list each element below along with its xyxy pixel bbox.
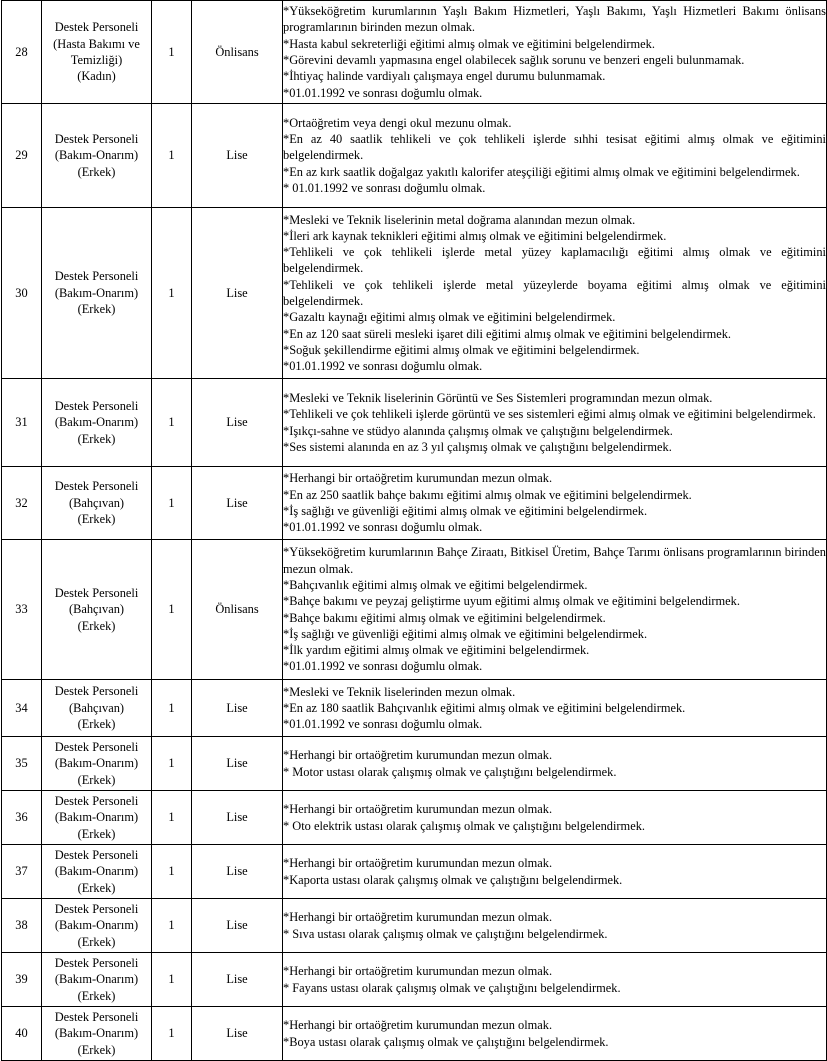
requirements-cell	[283, 1, 827, 104]
position-line: (Bakım-Onarım)	[54, 285, 139, 300]
row-number: 39	[2, 953, 42, 1007]
position-line: (Kadın)	[77, 69, 116, 84]
requirement-item: *Herhangi bir ortaöğretim kurumundan mezun olmak.	[283, 1018, 553, 1033]
requirement-item: *Tehlikeli ve çok tehlikeli işlerde metal yüzey kaplamacılığı eğitimi almış olmak ve eğitimini belgelendirmek.	[283, 245, 826, 276]
requirements-cell	[283, 680, 827, 737]
requirements-cell	[283, 791, 827, 845]
position-line: (Erkek)	[77, 512, 116, 527]
position-line: (Erkek)	[77, 934, 116, 949]
count-cell: 1	[152, 208, 192, 379]
position-line: Destek Personeli	[54, 793, 139, 808]
requirement-item: *Herhangi bir ortaöğretim kurumundan mezun olmak.	[283, 802, 553, 817]
requirement-item: *Bahçe bakımı eğitimi almış olmak ve eğitimini belgelendirmek.	[283, 610, 606, 625]
row-number: 31	[2, 379, 42, 467]
requirement-item: *Herhangi bir ortaöğretim kurumundan mezun olmak.	[283, 856, 553, 871]
requirement-item: *İhtiyaç halinde vardiyalı çalışmaya engel durumu bulunmamak.	[283, 69, 606, 84]
education-cell: Lise	[192, 845, 283, 899]
position-line: (Erkek)	[77, 717, 116, 732]
requirements-cell	[283, 953, 827, 1007]
table-row	[2, 467, 827, 540]
requirement-item: *En az 250 saatlik bahçe bakımı eğitimi almış olmak ve eğitimini belgelendirmek.	[283, 487, 692, 502]
position-line: (Bakım-Onarım)	[54, 415, 139, 430]
position-cell	[42, 467, 152, 540]
position-line: Destek Personeli	[54, 847, 139, 862]
requirement-item: *01.01.1992 ve sonrası doğumlu olmak.	[283, 359, 483, 374]
requirements-cell	[283, 467, 827, 540]
position-line: (Bakım-Onarım)	[54, 1026, 139, 1041]
education-cell: Önlisans	[192, 1, 283, 104]
requirement-item: * Oto elektrik ustası olarak çalışmış olmak ve çalıştığını belgelendirmek.	[283, 818, 645, 833]
education-cell: Lise	[192, 467, 283, 540]
row-number: 34	[2, 680, 42, 737]
requirements-cell	[283, 899, 827, 953]
education-cell: Lise	[192, 791, 283, 845]
row-number: 38	[2, 899, 42, 953]
requirement-item: *İş sağlığı ve güvenliği eğitimi almış olmak ve eğitimini belgelendirmek.	[283, 626, 648, 641]
requirement-item: *Yükseköğretim kurumlarının Yaşlı Bakım Hizmetleri, Yaşlı Bakımı, Yaşlı Hizmetleri Bakımı önlisans programlarının birinden mezun olmak.	[283, 4, 826, 35]
requirement-item: *Görevini devamlı yapmasına engel olabilecek sağlık sorunu ve benzeri engeli bulunmamak.	[283, 53, 745, 67]
position-cell	[42, 899, 152, 953]
count-cell: 1	[152, 953, 192, 1007]
table-row	[2, 845, 827, 899]
table-body	[2, 1, 827, 1061]
education-cell: Lise	[192, 737, 283, 791]
requirement-item: *Tehlikeli ve çok tehlikeli işlerde görüntü ve ses sistemleri eğimi almış olmak ve eğitimini belgelendirmek.	[283, 407, 816, 422]
position-line: (Bahçıvan)	[68, 602, 125, 617]
position-cell	[42, 540, 152, 680]
count-cell: 1	[152, 680, 192, 737]
requirement-item: * Fayans ustası olarak çalışmış olmak ve çalıştığını belgelendirmek.	[283, 980, 621, 995]
count-cell: 1	[152, 104, 192, 208]
position-line: (Bakım-Onarım)	[54, 864, 139, 879]
position-line: Destek Personeli	[54, 479, 139, 494]
requirement-item: *Ortaöğretim veya dengi okul mezunu olmak.	[283, 115, 512, 130]
position-line: Destek Personeli	[54, 20, 139, 35]
requirement-item: * Sıva ustası olarak çalışmış olmak ve çalıştığını belgelendirmek.	[283, 926, 608, 941]
requirements-cell	[283, 845, 827, 899]
requirement-item: *Bahçe bakımı ve peyzaj geliştirme uyum eğitimi almış olmak ve eğitimini belgelendirmek.	[283, 594, 740, 609]
position-line: (Erkek)	[77, 1042, 116, 1057]
requirements-cell	[283, 1007, 827, 1061]
position-line: Destek Personeli	[54, 1009, 139, 1024]
position-line: (Erkek)	[77, 880, 116, 895]
education-cell: Lise	[192, 208, 283, 379]
position-line: Destek Personeli	[54, 739, 139, 754]
requirement-item: * 01.01.1992 ve sonrası doğumlu olmak.	[283, 180, 486, 195]
position-line: (Erkek)	[77, 826, 116, 841]
requirement-item: *Tehlikeli ve çok tehlikeli işlerde metal yüzeylerde boyama eğitimi almış olmak ve eğitimini belgelendirmek.	[283, 277, 826, 308]
count-cell: 1	[152, 540, 192, 680]
requirement-item: *Mesleki ve Teknik liselerinden mezun olmak.	[283, 684, 516, 699]
requirement-item: *Herhangi bir ortaöğretim kurumundan mezun olmak.	[283, 910, 553, 925]
table-row	[2, 1007, 827, 1061]
row-number: 29	[2, 104, 42, 208]
table-row	[2, 1, 827, 104]
requirement-item: *En az kırk saatlik doğalgaz yakıtlı kalorifer ateşçiliği eğitimi almış olmak ve eğitimini belgelendirmek.	[283, 164, 800, 179]
position-cell	[42, 379, 152, 467]
requirement-item: *Ses sistemi alanında en az 3 yıl çalışmış olmak ve çalıştığını belgelendirmek.	[283, 439, 672, 454]
requirement-item: *Herhangi bir ortaöğretim kurumundan mezun olmak.	[283, 471, 553, 486]
requirement-item: * Motor ustası olarak çalışmış olmak ve çalıştığını belgelendirmek.	[283, 764, 617, 779]
position-line: (Erkek)	[77, 618, 116, 633]
table-row	[2, 899, 827, 953]
count-cell: 1	[152, 379, 192, 467]
education-cell: Lise	[192, 953, 283, 1007]
position-line: Destek Personeli	[54, 684, 139, 699]
requirement-item: *Herhangi bir ortaöğretim kurumundan mezun olmak.	[283, 748, 553, 763]
requirement-item: *01.01.1992 ve sonrası doğumlu olmak.	[283, 520, 483, 535]
count-cell: 1	[152, 737, 192, 791]
requirement-item: *İş sağlığı ve güvenliği eğitimi almış olmak ve eğitimini belgelendirmek.	[283, 504, 648, 518]
requirement-item: *01.01.1992 ve sonrası doğumlu olmak.	[283, 659, 483, 674]
requirements-cell	[283, 208, 827, 379]
education-cell: Önlisans	[192, 540, 283, 680]
position-line: (Bahçıvan)	[68, 700, 125, 715]
table-row	[2, 953, 827, 1007]
count-cell: 1	[152, 791, 192, 845]
requirement-item: *Bahçıvanlık eğitimi almış olmak ve eğitimi belgelendirmek.	[283, 577, 588, 592]
requirement-item: *İlk yardım eğitimi almış olmak ve eğitimini belgelendirmek.	[283, 643, 590, 658]
requirements-cell	[283, 379, 827, 467]
requirement-item: *Yükseköğretim kurumlarının Bahçe Ziraatı, Bitkisel Üretim, Bahçe Tarımı önlisans programlarının birinden mezun olmak.	[283, 545, 826, 576]
requirement-item: *Mesleki ve Teknik liselerinin Görüntü ve Ses Sistemleri programından mezun olmak.	[283, 390, 713, 405]
table-row	[2, 379, 827, 467]
education-cell: Lise	[192, 1007, 283, 1061]
position-cell	[42, 953, 152, 1007]
position-line: (Bakım-Onarım)	[54, 810, 139, 825]
requirements-cell	[283, 540, 827, 680]
position-line: Destek Personeli	[54, 269, 139, 284]
requirement-item: *Herhangi bir ortaöğretim kurumundan mezun olmak.	[283, 964, 553, 979]
row-number: 40	[2, 1007, 42, 1061]
position-line: (Erkek)	[77, 164, 116, 179]
position-cell	[42, 208, 152, 379]
position-line: (Hasta Bakımı ve	[53, 36, 140, 51]
position-line: (Bakım-Onarım)	[54, 148, 139, 163]
position-line: (Erkek)	[77, 988, 116, 1003]
table-row	[2, 208, 827, 379]
count-cell: 1	[152, 467, 192, 540]
requirements-cell	[283, 737, 827, 791]
row-number: 33	[2, 540, 42, 680]
requirement-item: *01.01.1992 ve sonrası doğumlu olmak.	[283, 85, 483, 100]
requirement-item: *En az 120 saat süreli mesleki işaret dili eğitimi almış olmak ve eğitimini belgelendirmek.	[283, 326, 732, 341]
count-cell: 1	[152, 1007, 192, 1061]
table-row	[2, 680, 827, 737]
count-cell: 1	[152, 845, 192, 899]
position-line: (Bahçıvan)	[68, 495, 125, 510]
education-cell: Lise	[192, 379, 283, 467]
requirement-item: *Kaporta ustası olarak çalışmış olmak ve çalıştığını belgelendirmek.	[283, 872, 623, 887]
table-row	[2, 791, 827, 845]
education-cell: Lise	[192, 104, 283, 208]
table-row	[2, 737, 827, 791]
staff-requirements-table	[1, 0, 827, 1061]
position-line: Destek Personeli	[54, 585, 139, 600]
count-cell: 1	[152, 1, 192, 104]
row-number: 36	[2, 791, 42, 845]
requirement-item: *İleri ark kaynak teknikleri eğitimi almış olmak ve eğitimini belgelendirmek.	[283, 228, 667, 243]
position-line: (Bakım-Onarım)	[54, 972, 139, 987]
position-cell	[42, 791, 152, 845]
requirement-item: *Mesleki ve Teknik liselerinin metal doğrama alanından mezun olmak.	[283, 212, 636, 227]
position-line: Destek Personeli	[54, 955, 139, 970]
position-line: (Erkek)	[77, 772, 116, 787]
requirement-item: *En az 40 saatlik tehlikeli ve çok tehlikeli işlerde sıhhi tesisat eğitimi almış olmak ve eğitimini belgelendirmek.	[283, 132, 826, 163]
position-cell	[42, 1007, 152, 1061]
requirement-item: *Hasta kabul sekreterliği eğitimi almış olmak ve eğitimini belgelendirmek.	[283, 36, 655, 51]
education-cell: Lise	[192, 899, 283, 953]
table-row	[2, 540, 827, 680]
position-line: (Bakım-Onarım)	[54, 918, 139, 933]
requirement-item: *En az 180 saatlik Bahçıvanlık eğitimi almış olmak ve eğitimini belgelendirmek.	[283, 700, 686, 715]
table-row	[2, 104, 827, 208]
position-line: (Erkek)	[77, 302, 116, 317]
position-cell	[42, 737, 152, 791]
requirement-item: *Işıkçı-sahne ve stüdyo alanında çalışmış olmak ve çalıştığını belgelendirmek.	[283, 423, 673, 438]
position-cell	[42, 1, 152, 104]
position-line: (Bakım-Onarım)	[54, 756, 139, 771]
education-cell: Lise	[192, 680, 283, 737]
requirement-item: *Boya ustası olarak çalışmış olmak ve çalıştığını belgelendirmek.	[283, 1034, 609, 1049]
position-cell	[42, 104, 152, 208]
position-line: Destek Personeli	[54, 398, 139, 413]
position-cell	[42, 680, 152, 737]
requirement-item: *01.01.1992 ve sonrası doğumlu olmak.	[283, 717, 483, 732]
row-number: 37	[2, 845, 42, 899]
position-line: Destek Personeli	[54, 901, 139, 916]
requirement-item: *Gazaltı kaynağı eğitimi almış olmak ve eğitimini belgelendirmek.	[283, 310, 616, 325]
count-cell: 1	[152, 899, 192, 953]
row-number: 32	[2, 467, 42, 540]
row-number: 35	[2, 737, 42, 791]
position-line: Destek Personeli	[54, 131, 139, 146]
requirements-cell	[283, 104, 827, 208]
position-line: (Erkek)	[77, 431, 116, 446]
position-cell	[42, 845, 152, 899]
row-number: 28	[2, 1, 42, 104]
position-line: Temizliği)	[70, 53, 123, 67]
requirement-item: *Soğuk şekillendirme eğitimi almış olmak ve eğitimini belgelendirmek.	[283, 342, 640, 357]
row-number: 30	[2, 208, 42, 379]
